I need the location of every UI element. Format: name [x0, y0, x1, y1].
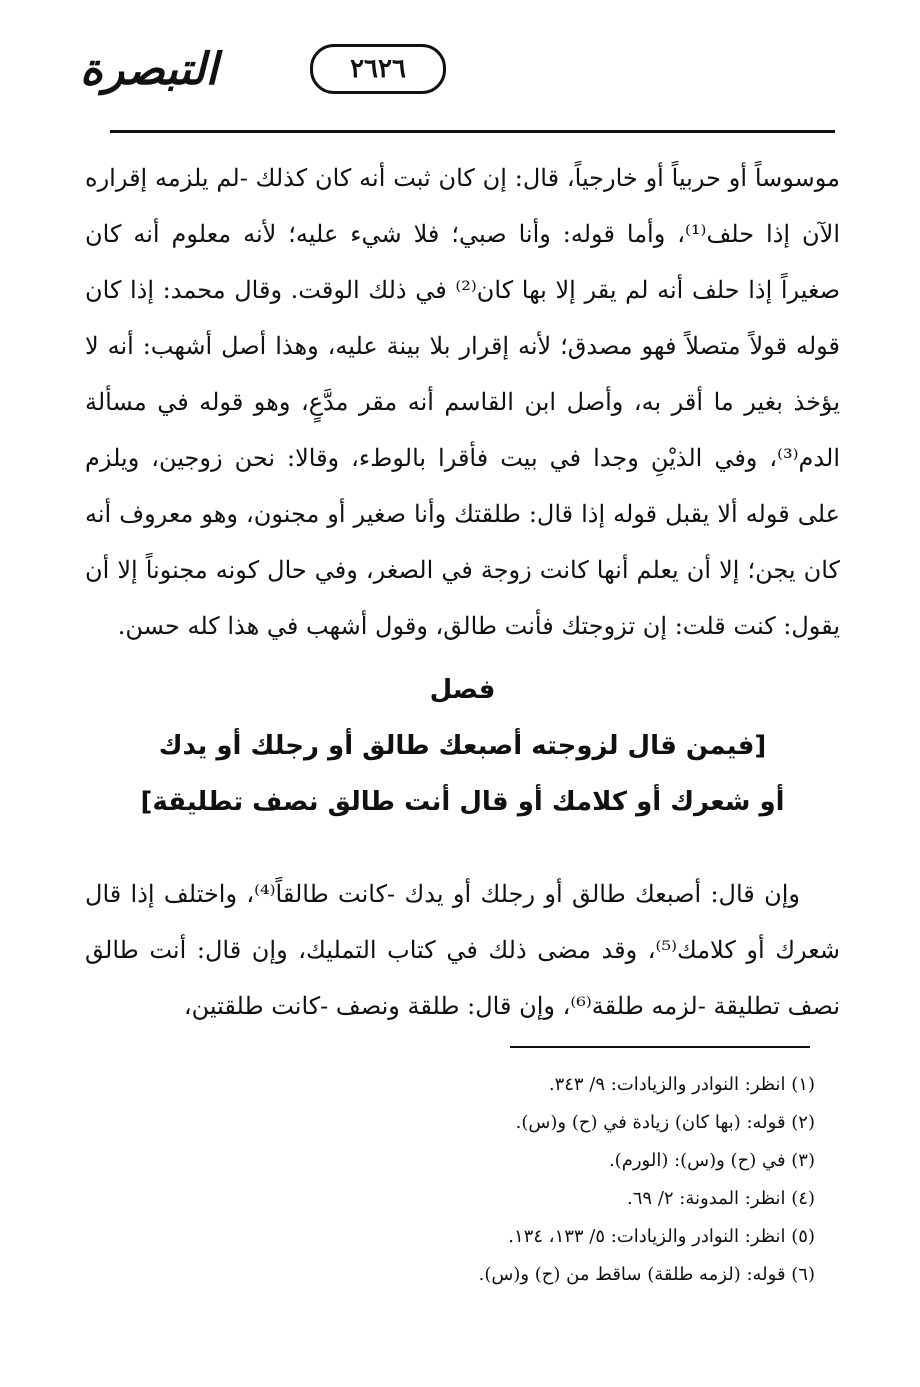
section-title-line-1: [فيمن قال لزوجته أصبعك طالق أو رجلك أو يدك — [158, 731, 767, 761]
section-label: فصل — [429, 675, 496, 705]
book-title: التبصرة — [80, 44, 218, 95]
main-text — [85, 150, 840, 1034]
section-title-line-2: أو شعرك أو كلامك أو قال أنت طالق نصف تطليقة] — [140, 787, 785, 817]
footnote: (٥) انظر: النوادر والزيادات: ٥/ ١٣٣، ١٣٤. — [508, 1226, 815, 1247]
footnote: (٣) في (ح) و(س): (الورم). — [608, 1150, 815, 1171]
footnote: (٤) انظر: المدونة: ٢/ ٦٩. — [627, 1188, 815, 1209]
page-header — [40, 40, 890, 140]
footnote: (٦) قوله: (لزمه طلقة) ساقط من (ح) و(س). — [478, 1264, 815, 1285]
paragraph-1: موسوساً أو حربياً أو خارجياً، قال: إن كان ثبت أنه كان كذلك -لم يلزمه إقراره الآن إذا حلف⁽¹⁾، وأما قوله: وأنا صبي؛ فلا شيء عليه؛ لأنه معلوم أنه كان صغيراً إذا حلف أنه لم يقر إلا بها كان⁽²⁾ في ذلك الوقت. وقال محمد: إذا كان قوله قولاً متصلاً فهو مصدق؛ لأنه إقرار بلا بينة عليه، وهذا أصل أشهب: أنه لا يؤخذ بغير ما أقر به، وأصل ابن القاسم أنه مقر مدَّعٍ، وهو قوله في مسألة الدم⁽³⁾، وفي الذيْنِ وجدا في بيت فأقرا بالوطء، وقالا: نحن زوجين، ويلزم على قوله ألا يقبل قوله إذا قال: طلقتك وأنا صغير أو مجنون، وهو معروف أنه كان يجن؛ إلا أن يعلم أنها كانت زوجة في الصغر، وفي حال كونه مجنوناً إلا أن يقول: كنت قلت: إن تزوجتك فأنت طالق، وقول أشهب في هذا كله حسن. — [85, 164, 840, 640]
header-divider — [110, 130, 835, 133]
page-number-badge: ٢٦٢٦ — [310, 44, 446, 94]
footnote: (١) انظر: النوادر والزيادات: ٩/ ٣٤٣. — [548, 1074, 815, 1095]
paragraph-2: وإن قال: أصبعك طالق أو رجلك أو يدك -كانت طالقاً⁽⁴⁾، واختلف إذا قال شعرك أو كلامك⁽⁵⁾، وقد مضى ذلك في كتاب التمليك، وإن قال: أنت طالق نصف تطليقة -لزمه طلقة⁽⁶⁾، وإن قال: طلقة ونصف -كانت طلقتين، — [85, 880, 840, 1020]
footnote: (٢) قوله: (بها كان) زيادة في (ح) و(س). — [515, 1112, 815, 1133]
footnote-divider — [510, 1046, 810, 1048]
footnotes — [100, 1066, 815, 1294]
